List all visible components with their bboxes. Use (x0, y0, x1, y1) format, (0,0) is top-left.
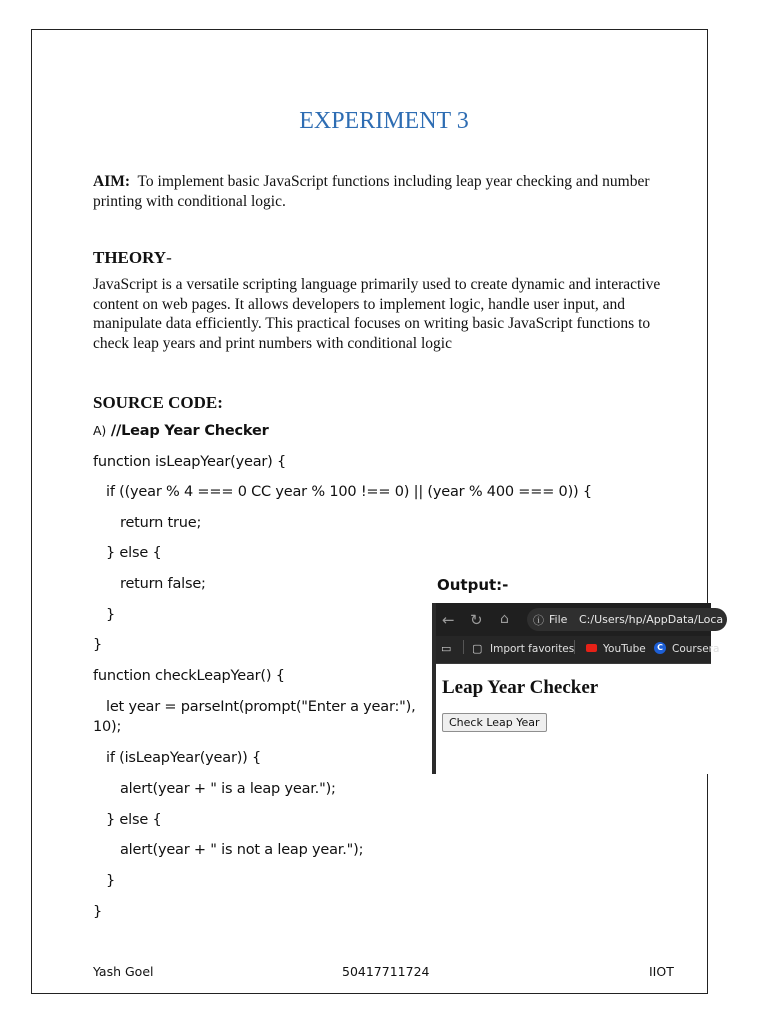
code-line: alert(year + " is not a leap year."); (120, 842, 364, 858)
divider (574, 640, 575, 654)
code-line: } (106, 873, 116, 889)
source-code-heading: SOURCE CODE: (93, 393, 223, 412)
code-comment: //Leap Year Checker (106, 423, 269, 439)
code-line-1 (93, 423, 269, 439)
coursera-icon: C (654, 642, 666, 654)
aim-text: To implement basic JavaScript functions including leap year checking and number printing with conditional logic. (93, 173, 654, 210)
aim-colon: : (124, 173, 131, 190)
bookmark-import-favorites: Import favorites (490, 643, 575, 655)
code-line: } else { (106, 545, 162, 561)
back-arrow-icon: ← (442, 611, 455, 629)
code-line: return true; (120, 515, 202, 531)
theory-heading (93, 248, 172, 268)
import-folder-icon: ▢ (472, 642, 483, 655)
theory-dash: - (166, 248, 172, 267)
url-text: C:/Users/hp/AppData/Loca (579, 613, 724, 626)
output-label: Output:- (437, 576, 509, 594)
check-leap-year-button: Check Leap Year (442, 713, 547, 732)
code-line: let year = parseInt(prompt("Enter a year:"), (106, 699, 416, 715)
aim-label: AIM (93, 173, 125, 190)
code-line: function isLeapYear(year) { (93, 454, 287, 470)
footer-branch: IIOT (649, 964, 674, 979)
theory-paragraph: JavaScript is a versatile scripting language primarily used to create dynamic and interactive content on web pages. It allows developers to implement logic, handle user input, and manipulate data efficiently. This practical focuses on writing basic JavaScript functions to check leap years and print numbers with conditional logic (93, 276, 661, 352)
reload-icon: ↻ (470, 611, 483, 629)
output-screenshot (432, 603, 724, 774)
code-line: alert(year + " is a leap year."); (120, 781, 336, 797)
code-line: return false; (120, 576, 206, 592)
footer-roll-number: 50417711724 (342, 964, 430, 979)
home-icon: ⌂ (500, 611, 509, 627)
code-line: function checkLeapYear() { (93, 668, 285, 684)
code-line: } (93, 637, 103, 653)
aim-paragraph (93, 172, 683, 211)
screenshot-edge (432, 603, 436, 774)
code-line: 10); (93, 719, 122, 735)
collections-icon: ▭ (441, 642, 452, 655)
footer-name: Yash Goel (93, 964, 154, 979)
youtube-icon (586, 644, 597, 652)
bookmark-coursera: Coursera (672, 643, 720, 655)
code-prefix: A) (93, 423, 107, 438)
code-line: if (isLeapYear(year)) { (106, 750, 262, 766)
code-line: } (93, 904, 103, 920)
bookmark-youtube: YouTube (603, 643, 646, 655)
code-line: } (106, 607, 116, 623)
code-line: } else { (106, 812, 162, 828)
divider (463, 640, 464, 654)
theory-heading-text: THEORY (93, 248, 167, 267)
page-title: EXPERIMENT 3 (299, 108, 469, 134)
code-line: if ((year % 4 === 0 CC year % 100 !== 0) || (year % 400 === 0)) { (106, 484, 592, 500)
shot-page-heading: Leap Year Checker (442, 677, 599, 698)
info-icon: ⓘ (533, 614, 544, 627)
file-label: File (549, 613, 568, 626)
